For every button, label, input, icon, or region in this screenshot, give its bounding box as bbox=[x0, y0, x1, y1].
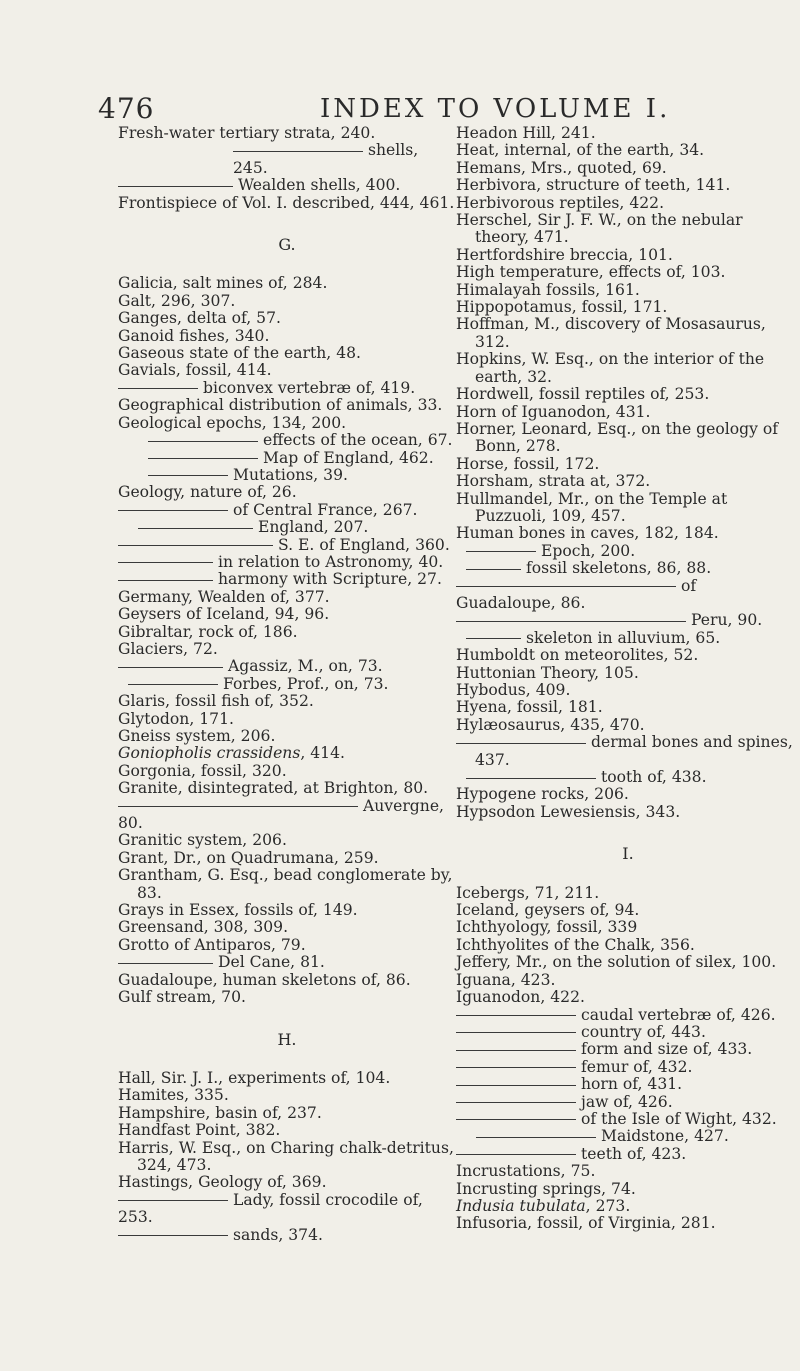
entry-text: England, 207. bbox=[258, 518, 369, 537]
entry-text: shells, 245. bbox=[233, 141, 419, 177]
entry-text: Geographical distribution of animals, 33. bbox=[118, 396, 443, 415]
index-entry bbox=[456, 1181, 800, 1198]
ditto-rule bbox=[128, 684, 218, 685]
index-subentry bbox=[456, 630, 800, 647]
index-entry bbox=[118, 362, 456, 379]
index-entry bbox=[456, 456, 800, 473]
index-entry bbox=[118, 1140, 456, 1175]
index-entry bbox=[118, 832, 456, 849]
entry-text: Handfast Point, 382. bbox=[118, 1121, 281, 1140]
index-subentry bbox=[456, 1041, 800, 1058]
index-entry bbox=[456, 989, 800, 1006]
entry-text: Peru, 90. bbox=[691, 611, 763, 630]
index-subentry bbox=[118, 1227, 456, 1244]
entry-text: fossil skeletons, 86, 88. bbox=[526, 559, 712, 578]
ditto-rule bbox=[456, 1015, 576, 1016]
entry-text: Map of England, 462. bbox=[263, 448, 434, 467]
entry-text: Incrusting springs, 74. bbox=[456, 1179, 636, 1198]
ditto-rule bbox=[456, 621, 686, 622]
ditto-rule bbox=[456, 1067, 576, 1068]
index-entry bbox=[456, 954, 800, 971]
entry-text: Glytodon, 171. bbox=[118, 709, 234, 728]
ditto-rule bbox=[118, 510, 228, 511]
index-entry bbox=[118, 1087, 456, 1104]
ditto-rule bbox=[118, 1235, 228, 1236]
ditto-rule bbox=[456, 1085, 576, 1086]
entry-text: femur of, 432. bbox=[581, 1057, 693, 1076]
index-entry bbox=[118, 850, 456, 867]
entry-text: Headon Hill, 241. bbox=[456, 124, 596, 142]
index-subentry bbox=[456, 1111, 800, 1128]
entry-text: Geysers of Iceland, 94, 96. bbox=[118, 605, 330, 624]
entry-text: Herschel, Sir J. F. W., on the nebular theory, 471. bbox=[456, 211, 743, 247]
section-heading: H. bbox=[277, 1029, 297, 1049]
entry-text: Herbivorous reptiles, 422. bbox=[456, 193, 665, 212]
index-entry bbox=[456, 665, 800, 682]
index-subentry bbox=[456, 578, 800, 613]
ditto-rule bbox=[118, 562, 213, 563]
index-entry bbox=[456, 786, 800, 803]
index-entry bbox=[118, 310, 456, 327]
ditto-rule bbox=[466, 551, 536, 552]
entry-text: teeth of, 423. bbox=[581, 1144, 687, 1163]
index-entry bbox=[456, 491, 800, 526]
entry-text: sands, 374. bbox=[233, 1225, 323, 1244]
entry-text: Frontispiece of Vol. I. described, 444, 461. bbox=[118, 193, 455, 212]
index-entry bbox=[118, 867, 456, 902]
entry-text: Geological epochs, 134, 200. bbox=[118, 413, 347, 432]
index-entry bbox=[118, 328, 456, 345]
index-subentry bbox=[118, 380, 456, 397]
entry-text: Gaseous state of the earth, 48. bbox=[118, 344, 362, 363]
index-entry bbox=[456, 699, 800, 716]
entry-text: Gneiss system, 206. bbox=[118, 727, 276, 745]
ditto-rule bbox=[466, 778, 596, 779]
index-subentry bbox=[118, 450, 456, 467]
index-entry bbox=[456, 404, 800, 421]
index-entry bbox=[118, 745, 456, 762]
index-entry bbox=[118, 125, 456, 142]
index-subentry bbox=[118, 142, 456, 177]
entry-text: Galicia, salt mines of, 284. bbox=[118, 274, 328, 293]
entry-text: Hemans, Mrs., quoted, 69. bbox=[456, 158, 667, 177]
index-entry bbox=[118, 415, 456, 432]
entry-text: Del Cane, 81. bbox=[218, 953, 325, 972]
section-heading: G. bbox=[278, 235, 296, 255]
ditto-rule bbox=[456, 1154, 576, 1155]
entry-text: skeleton in alluvium, 65. bbox=[526, 628, 721, 647]
entry-text: biconvex vertebræ of, 419. bbox=[203, 378, 416, 397]
ditto-rule bbox=[456, 1102, 576, 1103]
ditto-rule bbox=[456, 1050, 576, 1051]
entry-text: Geology, nature of, 26. bbox=[118, 483, 297, 502]
index-subentry bbox=[456, 1094, 800, 1111]
index-entry bbox=[118, 275, 456, 292]
index-entry bbox=[456, 1198, 800, 1215]
index-entry bbox=[456, 1163, 800, 1180]
entry-text: Horner, Leonard, Esq., on the geology of Bonn, 278. bbox=[456, 419, 779, 456]
entry-text: Iguana, 423. bbox=[456, 970, 556, 989]
ditto-rule bbox=[118, 388, 198, 389]
index-entry bbox=[456, 316, 800, 351]
index-subentry bbox=[118, 467, 456, 484]
entry-text: Grantham, G. Esq., bead conglomerate by, 83. bbox=[118, 866, 453, 902]
entry-text: Hastings, Geology of, 369. bbox=[118, 1173, 327, 1192]
entry-text: country of, 443. bbox=[581, 1022, 706, 1041]
entry-text: Granite, disintegrated, at Brighton, 80. bbox=[118, 779, 429, 798]
ditto-rule bbox=[148, 458, 258, 459]
entry-text: Hypogene rocks, 206. bbox=[456, 785, 629, 804]
entry-text: Icebergs, 71, 211. bbox=[456, 883, 600, 902]
ditto-rule bbox=[456, 1119, 576, 1120]
entry-text: Human bones in caves, 182, 184. bbox=[456, 524, 719, 543]
entry-text: Horse, fossil, 172. bbox=[456, 454, 600, 473]
ditto-rule bbox=[118, 186, 233, 187]
index-entry bbox=[456, 647, 800, 664]
ditto-rule bbox=[118, 580, 213, 581]
entry-text: Mutations, 39. bbox=[233, 465, 348, 484]
entry-text: Humboldt on meteorolites, 52. bbox=[456, 646, 699, 665]
entry-text: Ganoid fishes, 340. bbox=[118, 326, 270, 345]
entry-text: effects of the ocean, 67. bbox=[263, 431, 453, 450]
index-entry bbox=[456, 177, 800, 194]
entry-text: Maidstone, 427. bbox=[601, 1127, 729, 1146]
entry-text: Galt, 296, 307. bbox=[118, 291, 236, 310]
index-column-right bbox=[456, 125, 800, 1233]
entry-text: form and size of, 433. bbox=[581, 1040, 753, 1059]
index-subentry bbox=[118, 502, 456, 519]
entry-text: Indusia tubulata, 273. bbox=[456, 1196, 631, 1215]
index-entry bbox=[456, 804, 800, 821]
index-entry bbox=[118, 1122, 456, 1139]
index-subentry bbox=[118, 554, 456, 571]
ditto-rule bbox=[148, 475, 228, 476]
entry-text: tooth of, 438. bbox=[601, 768, 707, 787]
entry-text: caudal vertebræ of, 426. bbox=[581, 1005, 776, 1024]
entry-text: Infusoria, fossil, of Virginia, 281. bbox=[456, 1214, 716, 1233]
index-entry bbox=[118, 589, 456, 606]
index-subentry bbox=[118, 177, 456, 194]
entry-text: Incrustations, 75. bbox=[456, 1162, 596, 1181]
entry-text: Ichthyology, fossil, 339 bbox=[456, 918, 638, 937]
entry-text: Gulf stream, 70. bbox=[118, 988, 246, 1007]
index-entry bbox=[456, 717, 800, 734]
entry-text: Gorgonia, fossil, 320. bbox=[118, 761, 287, 780]
index-entry bbox=[456, 525, 800, 542]
ditto-rule bbox=[138, 528, 253, 529]
entry-text: Greensand, 308, 309. bbox=[118, 918, 289, 937]
entry-text: of the Isle of Wight, 432. bbox=[581, 1109, 777, 1128]
entry-text: Epoch, 200. bbox=[541, 541, 636, 560]
index-entry bbox=[456, 682, 800, 699]
entry-text: horn of, 431. bbox=[581, 1075, 683, 1094]
entry-text: Ganges, delta of, 57. bbox=[118, 309, 281, 328]
index-subentry bbox=[456, 612, 800, 629]
entry-text: Huttonian Theory, 105. bbox=[456, 663, 639, 682]
index-subentry bbox=[118, 798, 456, 833]
index-subentry bbox=[456, 1007, 800, 1024]
index-entry bbox=[456, 247, 800, 264]
entry-text: Hertfordshire breccia, 101. bbox=[456, 245, 673, 264]
entry-text: Germany, Wealden of, 377. bbox=[118, 587, 330, 606]
index-subentry bbox=[118, 658, 456, 675]
index-entry bbox=[118, 293, 456, 310]
entry-text: Hullmandel, Mr., on the Temple at Puzzuoli, 109, 457. bbox=[456, 489, 728, 525]
entry-text: Hoffman, M., discovery of Mosasaurus, 312. bbox=[456, 315, 766, 351]
index-entry bbox=[456, 473, 800, 490]
ditto-rule bbox=[456, 1032, 576, 1033]
entry-text: Hordwell, fossil reptiles of, 253. bbox=[456, 385, 710, 404]
entry-text: Ichthyolites of the Chalk, 356. bbox=[456, 935, 695, 954]
entry-text: Horn of Iguanodon, 431. bbox=[456, 402, 651, 421]
entry-text: Hylæosaurus, 435, 470. bbox=[456, 715, 645, 734]
index-subentry bbox=[456, 1024, 800, 1041]
entry-text: Agassiz, M., on, 73. bbox=[228, 657, 383, 676]
entry-text: Hybodus, 409. bbox=[456, 681, 571, 699]
entry-text: Hypsodon Lewesiensis, 343. bbox=[456, 802, 681, 821]
ditto-rule bbox=[118, 667, 223, 668]
entry-text: Forbes, Prof., on, 73. bbox=[223, 674, 389, 693]
index-subentry bbox=[118, 537, 456, 554]
entry-text: Guadaloupe, human skeletons of, 86. bbox=[118, 970, 411, 989]
index-entry bbox=[456, 160, 800, 177]
index-subentry bbox=[118, 676, 456, 693]
entry-text: Grotto of Antiparos, 79. bbox=[118, 935, 306, 954]
entry-text: Granitic system, 206. bbox=[118, 831, 287, 850]
entry-text: Horsham, strata at, 372. bbox=[456, 472, 651, 491]
index-entry bbox=[456, 421, 800, 456]
index-entry bbox=[118, 763, 456, 780]
ditto-rule bbox=[466, 569, 521, 570]
entry-text: dermal bones and spines, 437. bbox=[475, 733, 793, 769]
entry-text: Hamites, 335. bbox=[118, 1086, 229, 1105]
entry-text: Harris, W. Esq., on Charing chalk-detritus, 324, 473. bbox=[118, 1138, 454, 1174]
ditto-rule bbox=[456, 586, 676, 587]
index-subentry bbox=[456, 560, 800, 577]
index-subentry bbox=[456, 1076, 800, 1093]
entry-text: Jeffery, Mr., on the solution of silex, 100. bbox=[456, 953, 777, 972]
index-subentry bbox=[456, 1059, 800, 1076]
index-entry bbox=[118, 1174, 456, 1191]
entry-text: Iguanodon, 422. bbox=[456, 988, 585, 1007]
index-subentry bbox=[118, 954, 456, 971]
index-entry bbox=[456, 299, 800, 316]
index-entry bbox=[456, 264, 800, 281]
entry-text: of Guadaloupe, 86. bbox=[456, 576, 697, 612]
index-entry bbox=[118, 693, 456, 710]
ditto-rule bbox=[456, 743, 586, 744]
entry-text: Herbivora, structure of teeth, 141. bbox=[456, 176, 731, 195]
index-entry bbox=[456, 125, 800, 142]
index-entry bbox=[456, 885, 800, 902]
index-entry bbox=[456, 212, 800, 247]
entry-text: Hall, Sir. J. I., experiments of, 104. bbox=[118, 1068, 391, 1087]
ditto-rule bbox=[148, 441, 258, 442]
entry-text: Grays in Essex, fossils of, 149. bbox=[118, 901, 358, 920]
entry-text: in relation to Astronomy, 40. bbox=[218, 552, 444, 571]
entry-text: Himalayah fossils, 161. bbox=[456, 280, 640, 299]
ditto-rule bbox=[118, 806, 358, 807]
index-entry bbox=[118, 345, 456, 362]
index-subentry bbox=[456, 769, 800, 786]
index-entry bbox=[118, 989, 456, 1006]
entry-text: Gibraltar, rock of, 186. bbox=[118, 622, 298, 641]
index-entry bbox=[118, 484, 456, 501]
ditto-rule bbox=[118, 1200, 228, 1201]
index-entry bbox=[118, 711, 456, 728]
index-subentry bbox=[118, 519, 456, 536]
index-entry bbox=[118, 919, 456, 936]
entry-text: Hampshire, basin of, 237. bbox=[118, 1103, 322, 1122]
index-subentry bbox=[118, 571, 456, 588]
index-subentry bbox=[118, 1192, 456, 1227]
index-entry bbox=[118, 937, 456, 954]
section-heading: I. bbox=[622, 844, 634, 864]
index-entry bbox=[118, 195, 456, 212]
index-entry bbox=[118, 641, 456, 658]
index-subentry bbox=[118, 432, 456, 449]
index-entry bbox=[118, 624, 456, 641]
index-subentry bbox=[456, 1146, 800, 1163]
entry-text: Lady, fossil crocodile of, 253. bbox=[118, 1190, 423, 1227]
entry-text: Fresh-water tertiary strata, 240. bbox=[118, 124, 376, 142]
index-entry bbox=[118, 902, 456, 919]
index-entry bbox=[118, 397, 456, 414]
index-entry bbox=[456, 1215, 800, 1232]
index-entry bbox=[118, 1070, 456, 1087]
entry-text: S. E. of England, 360. bbox=[278, 535, 450, 554]
index-entry bbox=[456, 142, 800, 159]
index-entry bbox=[118, 780, 456, 797]
index-entry bbox=[456, 919, 800, 936]
entry-text: Hopkins, W. Esq., on the interior of the earth, 32. bbox=[456, 350, 765, 386]
ditto-rule bbox=[466, 638, 521, 639]
entry-text: Glaciers, 72. bbox=[118, 639, 218, 658]
entry-text: Gavials, fossil, 414. bbox=[118, 361, 272, 380]
index-entry bbox=[118, 972, 456, 989]
ditto-rule bbox=[118, 963, 213, 964]
index-subentry bbox=[456, 543, 800, 560]
entry-text: Auvergne, 80. bbox=[118, 796, 445, 833]
index-entry bbox=[118, 1105, 456, 1122]
entry-text: Wealden shells, 400. bbox=[238, 176, 401, 195]
entry-text: Hyena, fossil, 181. bbox=[456, 698, 603, 717]
entry-text: Grant, Dr., on Quadrumana, 259. bbox=[118, 848, 379, 867]
entry-text: Iceland, geysers of, 94. bbox=[456, 901, 640, 920]
index-column-left bbox=[118, 125, 456, 1244]
index-entry bbox=[456, 386, 800, 403]
entry-text: Glaris, fossil fish of, 352. bbox=[118, 692, 314, 711]
index-subentry bbox=[456, 1128, 800, 1145]
index-entry bbox=[456, 937, 800, 954]
index-entry bbox=[456, 195, 800, 212]
ditto-rule bbox=[118, 545, 273, 546]
index-subentry bbox=[456, 734, 800, 769]
page-number: 476 bbox=[98, 92, 155, 125]
index-entry bbox=[456, 282, 800, 299]
entry-text: harmony with Scripture, 27. bbox=[218, 570, 442, 589]
ditto-rule bbox=[476, 1137, 596, 1138]
index-entry bbox=[118, 606, 456, 623]
entry-text: jaw of, 426. bbox=[581, 1092, 673, 1111]
index-entry bbox=[456, 902, 800, 919]
running-title: INDEX TO VOLUME I. bbox=[320, 94, 671, 124]
index-entry bbox=[456, 972, 800, 989]
index-entry bbox=[118, 728, 456, 745]
entry-text: High temperature, effects of, 103. bbox=[456, 263, 726, 282]
entry-text: of Central France, 267. bbox=[233, 500, 418, 519]
ditto-rule bbox=[233, 151, 363, 152]
entry-text: Goniopholis crassidens, 414. bbox=[118, 744, 345, 763]
index-entry bbox=[456, 351, 800, 386]
entry-text: Heat, internal, of the earth, 34. bbox=[456, 141, 705, 160]
entry-text: Hippopotamus, fossil, 171. bbox=[456, 298, 668, 317]
